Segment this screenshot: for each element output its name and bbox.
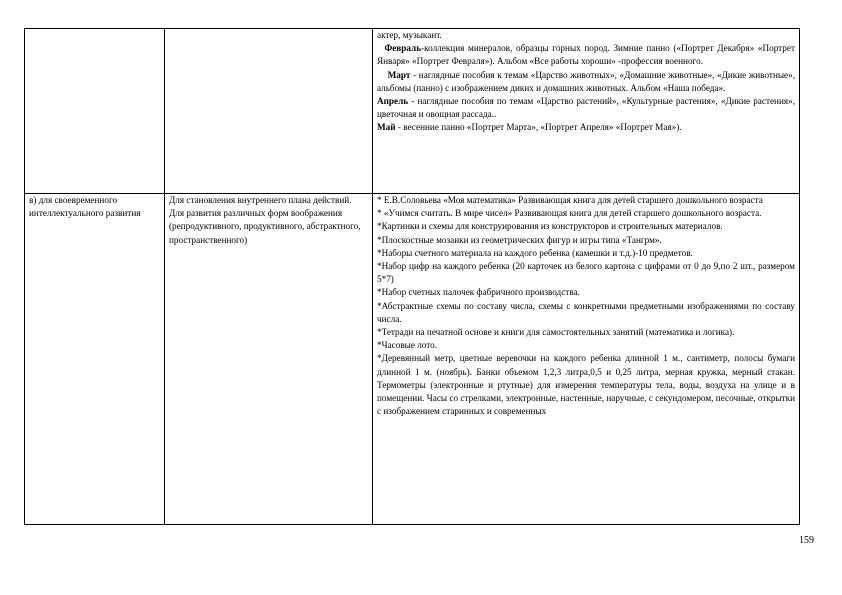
row-category-cell: в) для своевременного интеллектуального развития bbox=[25, 194, 165, 525]
material-item: *Плоскостные мозаики из геометрических фигур и игры типа «Тангрм». bbox=[377, 234, 662, 245]
material-item: * Е.В.Соловьева «Моя математика» Развивающая книга для детей старшего дошкольного возраста bbox=[377, 195, 763, 205]
page-number: 159 bbox=[799, 535, 814, 546]
row-category-cell bbox=[25, 29, 165, 194]
material-item: *Тетради на печатной основе и книги для самостоятельных занятий (математика и логика). bbox=[377, 327, 735, 338]
month-label: Февраль bbox=[384, 43, 422, 54]
month-label: Апрель bbox=[377, 96, 409, 107]
table-row bbox=[25, 194, 800, 525]
material-item: *Наборы счетного материала на каждого ребенка (камешки и т.д.)-10 предметов. bbox=[377, 247, 693, 258]
row-purpose-cell bbox=[165, 29, 373, 194]
materials-line: актер, музыкант. bbox=[377, 30, 442, 40]
table-row bbox=[25, 29, 800, 194]
material-item: *Набор счетных палочек фабричного производства. bbox=[377, 287, 580, 298]
materials-line: Апрель - наглядные пособия по темам «Царство растений», «Культурные растения», «Дикие растения», цветочная и овощная рассада.. bbox=[377, 96, 795, 120]
material-item: *Картинки и схемы для конструирования из конструкторов и строительных материалов. bbox=[377, 221, 723, 232]
row-purpose-cell: Для становления внутреннего плана действий. Для развития различных форм воображения (репродуктивного, продуктивного, абстрактного, пространственного) bbox=[165, 194, 373, 525]
row-materials-cell bbox=[373, 194, 800, 525]
material-item: *Деревянный метр, цветные веревочки на каждого ребенка длинной 1 м., сантиметр, полосы бумаги длинной 1 м. (ноябрь). Банки объемом 1,2,3 литра,0,5 и 0,25 литра, мерная кружка, мерный стакан. Термометры (электронные и ртутные) для измерения температуры тела, воды, воздуха на улице и в помещении. Часы со стрелками, электронные, настенные, наручные, с секундомером, песочные, открытки с изображением старинных и современных bbox=[377, 353, 795, 417]
materials-line: Март - наглядные пособия к темам «Царство животных», «Домашние животные», «Дикие животные», альбомы (панно) с изображением диких и домашних животных. Альбом «Наша победа». bbox=[377, 69, 796, 93]
month-label: Март bbox=[387, 69, 411, 80]
material-item: *Набор цифр на каждого ребенка (20 карточек из белого картона с цифрами от 0 до 9,по 2 шт., размером 5*7) bbox=[377, 261, 795, 285]
content-table bbox=[24, 28, 800, 525]
materials-line: Май - весенние панно «Портрет Марта», «Портрет Апреля» «Портрет Мая»). bbox=[377, 122, 682, 133]
material-item: *Абстрактные схемы по составу числа, схемы с конкретными предметными изображениями по составу числа. bbox=[377, 300, 795, 324]
row-materials-cell bbox=[373, 29, 800, 194]
material-item: *Часовые лото. bbox=[377, 340, 438, 351]
month-label: Май bbox=[377, 122, 396, 133]
materials-line: Февраль-коллекция минералов, образцы горных пород. Зимние панно («Портрет Декабря» «Портрет Января» «Портрет Февраля»). Альбом «Все работы хороши» -профессия военного. bbox=[377, 43, 795, 67]
material-item: * «Учимся считать. В мире чисел» Развивающая книга для детей старшего дошкольного возраста. bbox=[377, 208, 762, 219]
